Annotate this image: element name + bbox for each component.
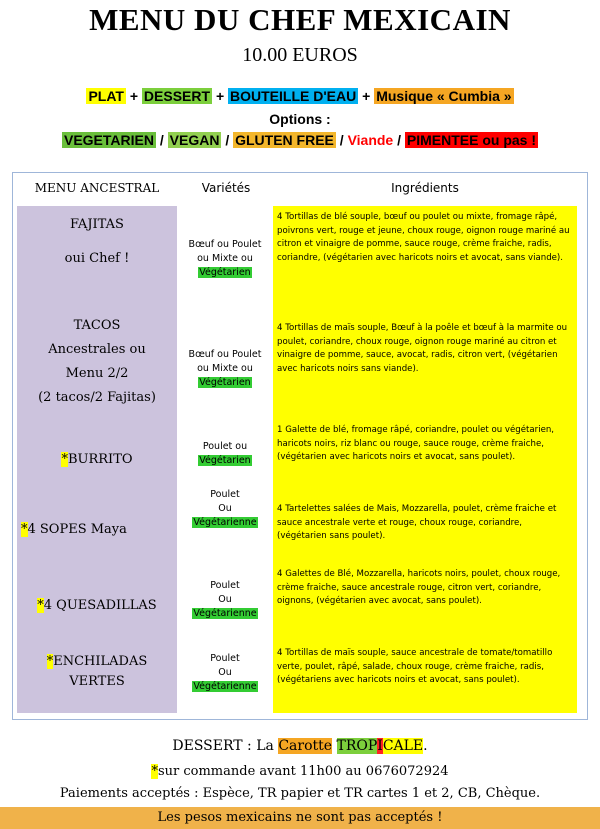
variety-burrito bbox=[179, 440, 271, 468]
dish-line: (2 tacos/2 Fajitas) bbox=[38, 390, 156, 405]
dish-sopes bbox=[17, 520, 181, 540]
formula-musique: Musique « Cumbia » bbox=[376, 88, 512, 104]
ingredients-fajitas: 4 Tortillas de blé souple, bœuf ou poulet ou mixte, fromage râpé, poivrons vert, rouge et jeune, choux rouge, oignon rouge mariné au citron et vinaigre de pomme, sauce rouge, crème fraiche, radis, coriandre, (végétarien avec haricots noirs et avocat, sans viande). bbox=[277, 212, 570, 263]
variety-line: Poulet bbox=[210, 489, 240, 500]
variety-line: Poulet bbox=[210, 653, 240, 664]
formula-dessert: DESSERT bbox=[143, 88, 211, 104]
variety-veg: Végétarienne bbox=[193, 681, 257, 692]
option-gluten-free: GLUTEN FREE bbox=[235, 132, 334, 148]
dessert-prefix: DESSERT : La bbox=[172, 738, 274, 754]
variety-line: Ou bbox=[218, 503, 232, 514]
formula-line bbox=[0, 88, 600, 104]
dish-line: 4 SOPES Maya bbox=[27, 522, 127, 537]
menu-price: 10.00 EUROS bbox=[242, 44, 358, 66]
dessert-suffix: . bbox=[423, 738, 428, 754]
ingredients-sopes: 4 Tartelettes salées de Mais, Mozzarella, poulet, crème fraiche et sauce ancestrale verte et rouge, choux rouge, coriandre, (végétarien sans poulet). bbox=[277, 504, 557, 542]
options-line bbox=[0, 132, 600, 148]
option-separator: / bbox=[225, 132, 230, 148]
variety-line: ou Mixte ou bbox=[197, 363, 253, 374]
dish-line: VERTES bbox=[69, 674, 125, 689]
formula-plus: + bbox=[215, 88, 225, 104]
header-ingredients: Ingrédients bbox=[391, 181, 459, 195]
variety-veg: Végétarien bbox=[199, 377, 251, 388]
dish-line: Menu 2/2 bbox=[65, 366, 129, 381]
dish-column bbox=[17, 206, 177, 713]
dish-line: 4 QUESADILLAS bbox=[43, 598, 157, 613]
order-star: * bbox=[46, 654, 54, 669]
ingredients-tacos: 4 Tortillas de maïs souple, Bœuf à la poêle et bœuf à la marmite ou poulet, coriandre, choux rouge, oignon rouge mariné au citron et vinaigre de pomme, sauce, avocat, radis, citron vert, (végétarien avec haricots noirs sans viande). bbox=[277, 323, 568, 374]
option-vegan: VEGAN bbox=[169, 132, 220, 148]
variety-enchiladas bbox=[179, 652, 271, 694]
variety-tacos bbox=[179, 348, 271, 390]
variety-line: Bœuf ou Poulet bbox=[188, 349, 262, 360]
variety-line: Poulet bbox=[210, 580, 240, 591]
formula-eau: BOUTEILLE D'EAU bbox=[230, 88, 357, 104]
dish-burrito bbox=[17, 450, 177, 470]
dessert-trop: TROP bbox=[336, 738, 378, 754]
variety-line: Ou bbox=[218, 594, 232, 605]
option-separator: / bbox=[159, 132, 164, 148]
order-star: * bbox=[21, 522, 28, 537]
ingredients-enchiladas: 4 Tortillas de maïs souple, sauce ancestrale de tomate/tomatillo verte, poulet, râpé, salade, choux rouge, crème fraiche, radis, (végétariens avec haricots noirs et avocat, sans poulet). bbox=[277, 648, 553, 686]
variety-veg: Végétarienne bbox=[193, 517, 257, 528]
dish-enchiladas bbox=[17, 652, 177, 692]
order-text: sur commande avant 11h00 au 0676072924 bbox=[157, 764, 449, 779]
dish-line: BURRITO bbox=[67, 452, 133, 467]
option-vegetarien: VEGETARIEN bbox=[63, 132, 154, 148]
dish-line: Ancestrales ou bbox=[48, 342, 146, 357]
header-varietes: Variétés bbox=[201, 181, 251, 195]
header-menu-ancestral: MENU ANCESTRAL bbox=[34, 181, 160, 195]
order-star: * bbox=[151, 764, 158, 779]
dish-line: FAJITAS bbox=[70, 217, 124, 232]
variety-line: Poulet ou bbox=[202, 441, 248, 452]
variety-veg: Végétarien bbox=[199, 267, 251, 278]
variety-veg: Végétarien bbox=[199, 455, 251, 466]
option-separator: / bbox=[397, 132, 401, 148]
dessert-cale: CALE bbox=[382, 738, 424, 754]
formula-plat: PLAT bbox=[88, 88, 124, 104]
dish-fajitas bbox=[17, 208, 177, 276]
option-viande: Viande bbox=[347, 132, 394, 148]
variety-quesadillas bbox=[179, 579, 271, 621]
order-star: * bbox=[37, 598, 44, 613]
formula-plus: + bbox=[129, 88, 139, 104]
variety-fajitas bbox=[179, 238, 271, 280]
menu-table bbox=[12, 172, 588, 720]
order-notice bbox=[0, 764, 600, 779]
ingredients-quesadillas: 4 Galettes de Blé, Mozzarella, haricots noirs, poulet, choux rouge, crème fraiche, sauce ancestrale rouge, citron vert, coriandre, oignons, (végétarien avec avocat, sans poulet). bbox=[277, 569, 561, 607]
variety-line: Bœuf ou Poulet bbox=[188, 239, 262, 250]
option-pimentee: PIMENTEE ou pas ! bbox=[406, 132, 537, 148]
ingredients-column bbox=[273, 206, 577, 713]
dish-line: TACOS bbox=[73, 318, 121, 333]
formula-plus: + bbox=[362, 88, 371, 104]
payments-notice: Paiements acceptés : Espèce, TR papier et TR cartes 1 et 2, CB, Chèque. bbox=[59, 786, 541, 801]
pesos-notice: Les pesos mexicains ne sont pas acceptés ! bbox=[0, 807, 600, 829]
options-label: Options : bbox=[269, 111, 331, 127]
dish-quesadillas bbox=[17, 596, 177, 616]
order-star: * bbox=[61, 452, 68, 467]
dish-line: ENCHILADAS bbox=[53, 654, 148, 669]
dessert-carotte: Carotte bbox=[278, 738, 333, 754]
option-separator: / bbox=[339, 132, 344, 148]
variety-line: ou Mixte ou bbox=[197, 253, 253, 264]
variety-veg: Végétarienne bbox=[193, 608, 257, 619]
dessert-line bbox=[0, 738, 600, 754]
ingredients-burrito: 1 Galette de blé, fromage râpé, coriandre, poulet ou végétarien, haricots noirs, riz blanc ou rouge, sauce rouge, crème fraiche, (végétarien avec haricots noirs et avocat, sans poulet). bbox=[277, 425, 555, 463]
dish-tacos bbox=[17, 314, 177, 410]
menu-title: MENU DU CHEF MEXICAIN bbox=[89, 2, 511, 37]
dish-line: oui Chef ! bbox=[64, 251, 130, 266]
variety-sopes bbox=[179, 488, 271, 530]
dessert-i: I bbox=[377, 738, 383, 754]
variety-line: Ou bbox=[218, 667, 232, 678]
